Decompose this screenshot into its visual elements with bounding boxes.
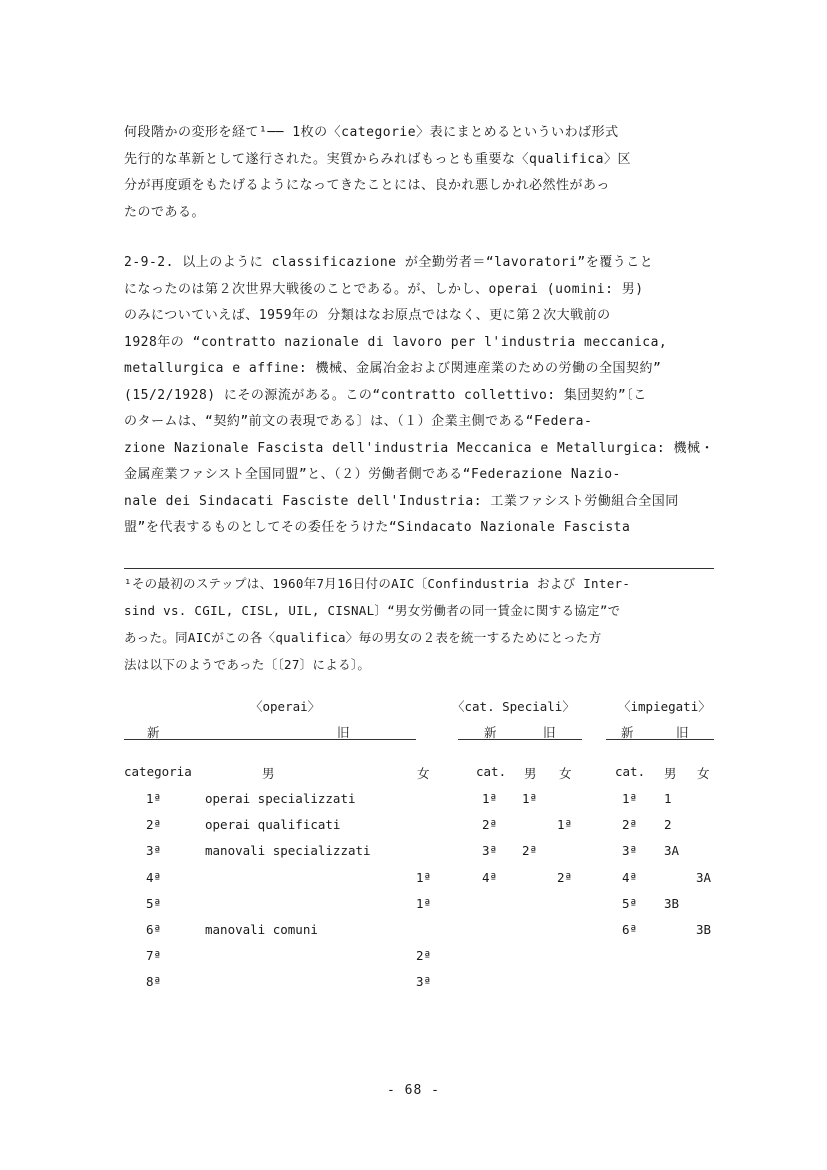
cell-spec-cat: 3ª [482,843,498,859]
footnote-divider [124,568,714,569]
text-line: 先行的な革新として遂行された。実質からみればもっとも重要な〈qualifica〉区 [124,151,631,167]
cell-spec-cat: 2ª [482,817,498,833]
col-header-imp-male: 男 [664,766,677,781]
cell-imp-male: 3A [664,843,680,859]
cell-imp-male: 2 [664,817,672,833]
text-line: になったのは第２次世界大戦後のことである。が、しかし、operai (uomini: 男) [124,281,644,297]
text-line: 2-9-2. 以上のように classificazione が全勤労者＝“lavoratori”を覆うこと [124,255,654,270]
cell-imp-cat: 6ª [622,922,638,937]
text-line: のタームは、“契約”前文の表現である〕は、（１）企業主側である“Federa- [124,414,593,429]
group-header-operai: 〈operai〉 [250,699,321,714]
body-paragraph-2 [124,250,724,542]
group-header-impiegati: 〈impiegati〉 [618,699,711,714]
col-header-categoria: categoria [124,764,192,779]
footnote-line: ¹その最初のステップは、1960年7月16日付のAIC〔Confindustria および Inter- [124,576,631,591]
page-number: - 68 - [387,1083,440,1098]
footnote-line: 法は以下のようであった〔〔27〕による〕。 [124,657,371,672]
cell-spec-male: 1ª [522,791,538,806]
cell-imp-cat: 2ª [622,817,638,833]
group-header-speciali: 〈cat. Speciali〉 [452,699,575,714]
sub-header-old: 旧 [337,725,350,740]
text-line: 1928年の “contratto nazionale di lavoro per l'industria meccanica, [124,334,668,350]
header-underline [458,739,582,740]
footnote [124,570,724,678]
text-line: zione Nazionale Fascista dell'industria Meccanica e Metallurgica: 機械・ [124,440,715,456]
col-header-female: 女 [417,766,430,781]
col-header-spec-cat: cat. [476,764,507,779]
header-underline [606,739,714,740]
cell-description: operai specializzati [205,791,356,806]
col-header-spec-female: 女 [559,766,572,781]
body-paragraph-1 [124,120,724,226]
sub-header-new: 新 [147,725,160,740]
text-line: nale dei Sindacati Fasciste dell'Industria: 工業ファシスト労働組合全国同 [124,493,679,509]
col-header-imp-cat: cat. [615,764,646,779]
cell-imp-female: 3B [696,922,712,937]
text-line: 分が再度頭をもたげるようになってきたことには、良かれ悪しかれ必然性があっ [124,178,610,193]
cell-female: 1ª [416,895,432,911]
cell-imp-male: 3B [664,895,680,911]
footnote-line: sind vs. CGIL, CISL, UIL, CISNAL〕“男女労働者の同一賃金に関する協定”で [124,603,621,618]
cell-categoria: 4ª [146,869,162,885]
cell-categoria: 1ª [146,791,162,806]
cell-imp-male: 1 [664,791,672,806]
col-header-imp-female: 女 [697,766,710,781]
header-underline [124,739,416,740]
cell-description: manovali specializzati [205,843,371,859]
cell-categoria: 3ª [146,843,162,859]
col-header-spec-male: 男 [524,766,537,781]
cell-female: 3ª [416,974,432,990]
cell-imp-cat: 4ª [622,869,638,885]
cell-categoria: 7ª [146,948,162,964]
cell-spec-female: 1ª [557,817,573,833]
footnote-line: あった。同AICがこの各〈qualifica〉毎の男女の２表を統一するためにとった方 [124,630,602,645]
text-line: (15/2/1928) にその源流がある。この“contratto collettivo: 集団契約”〔こ [124,387,647,403]
text-line: たのである。 [124,204,206,220]
text-line: のみについていえば、1959年の 分類はなお原点ではなく、更に第２次大戦前の [124,308,611,323]
cell-spec-cat: 4ª [482,869,498,885]
cell-spec-cat: 1ª [482,791,498,806]
sub-header-old: 旧 [676,725,689,740]
text-line: 金属産業ファシスト全国同盟”と、（２）労働者側である“Federazione Nazio- [124,467,621,482]
cell-imp-female: 3A [696,869,712,885]
sub-header-new: 新 [484,725,497,740]
cell-description: manovali comuni [205,922,318,937]
text-line: 盟”を代表するものとしてその委任をうけた“Sindacato Nazionale Fascista [124,520,631,535]
col-header-male: 男 [262,766,275,781]
text-line: metallurgica e affine: 機械、金属冶金および関連産業のための労働の全国契約” [124,361,662,376]
cell-categoria: 5ª [146,895,162,911]
sub-header-old: 旧 [543,725,556,740]
text-line: 何段階かの変形を経て¹── 1枚の〈categorie〉表にまとめるといういわば形式 [124,125,619,140]
cell-imp-cat: 1ª [622,791,638,806]
cell-imp-cat: 5ª [622,895,638,911]
sub-header-new: 新 [621,725,634,740]
cell-female: 2ª [416,948,432,964]
cell-categoria: 8ª [146,974,162,990]
cell-categoria: 6ª [146,922,162,937]
cell-spec-female: 2ª [557,869,573,885]
cell-description: operai qualificati [205,817,341,833]
cell-spec-male: 2ª [522,843,538,859]
cell-female: 1ª [416,869,432,885]
cell-imp-cat: 3ª [622,843,638,859]
cell-categoria: 2ª [146,817,162,833]
